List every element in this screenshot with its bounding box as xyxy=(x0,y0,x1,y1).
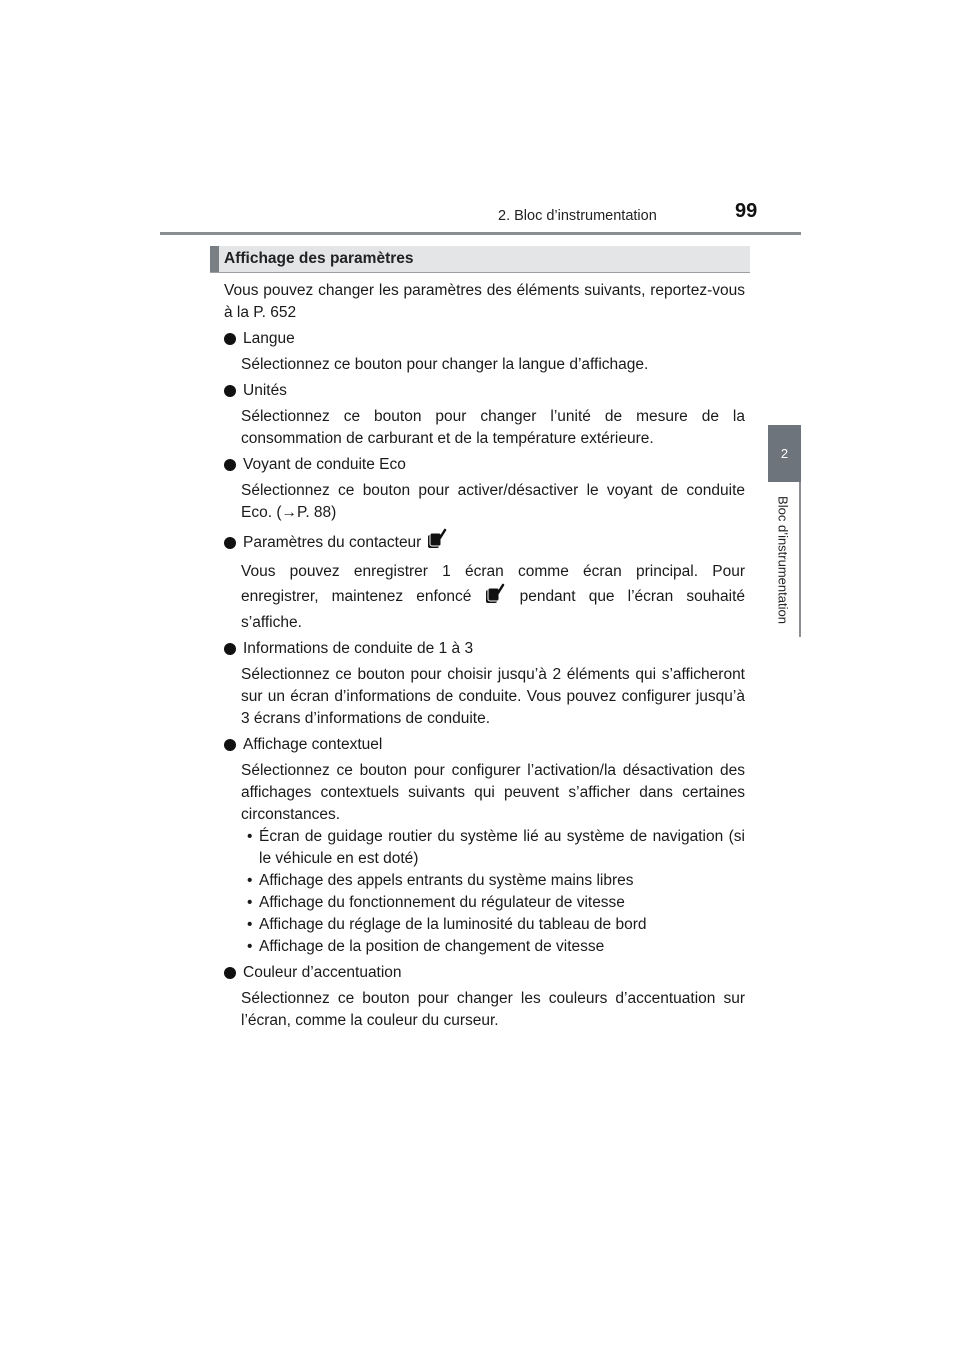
chapter-tab xyxy=(768,425,801,482)
section-title: Affichage des paramètres xyxy=(224,250,414,267)
item-label: Langue xyxy=(243,330,295,347)
sub-item-text: Écran de guidage routier du système lié au système de navigation (si le véhicule en est doté) xyxy=(259,828,745,867)
bullet-dot xyxy=(224,739,236,751)
sub-list-item xyxy=(247,914,745,936)
chapter-header: 2. Bloc d’instrumentation xyxy=(498,208,657,224)
sub-list xyxy=(247,826,745,958)
chapter-tab-number: 2 xyxy=(780,446,789,461)
list-item xyxy=(224,962,745,1032)
item-label: Voyant de conduite Eco xyxy=(243,456,406,473)
sub-list-item xyxy=(247,892,745,914)
item-label: Unités xyxy=(243,382,287,399)
bullet-dot xyxy=(224,967,236,979)
bullet-dot xyxy=(224,537,236,549)
sub-list-item xyxy=(247,936,745,958)
sub-item-text: Affichage de la position de changement de vitesse xyxy=(259,938,605,955)
item-description: Sélectionnez ce bouton pour activer/désactiver le voyant de conduite Eco. (→P. 88) xyxy=(241,482,745,521)
item-description-part: pendant que l’écran souhaité s’affiche. xyxy=(241,588,745,631)
sub-list-item xyxy=(247,870,745,892)
sub-item-text: Affichage des appels entrants du système mains libres xyxy=(259,872,634,889)
sub-bullet: • xyxy=(247,828,253,845)
sub-item-text: Affichage du réglage de la luminosité du tableau de bord xyxy=(259,916,647,933)
sub-bullet: • xyxy=(247,938,253,955)
item-label: Couleur d’accentuation xyxy=(243,964,402,981)
list-item xyxy=(224,734,745,958)
item-description xyxy=(241,561,745,634)
sub-bullet: • xyxy=(247,872,253,889)
section-heading-accent xyxy=(210,246,219,272)
bullet-dot xyxy=(224,459,236,471)
item-description: Sélectionnez ce bouton pour changer l’unité de mesure de la consommation de carburant et de la température extérieure. xyxy=(241,408,745,447)
sub-item-text: Affichage du fonctionnement du régulateur de vitesse xyxy=(259,894,625,911)
list-item xyxy=(224,528,745,634)
sub-bullet: • xyxy=(247,894,253,911)
item-description-part: Vous pouvez enregistrer 1 écran comme écran principal. Pour enregistrer, maintenez enfoncé xyxy=(241,563,745,605)
item-description: Sélectionnez ce bouton pour changer la langue d’affichage. xyxy=(241,356,649,373)
steering-switch-icon xyxy=(426,528,448,557)
list-item xyxy=(224,638,745,730)
bullet-dot xyxy=(224,643,236,655)
chapter-side-bar xyxy=(799,482,801,637)
intro-paragraph: Vous pouvez changer les paramètres des éléments suivants, reportez-vous à la P. 652 xyxy=(224,282,745,321)
section-heading xyxy=(210,246,750,273)
sub-list-item xyxy=(247,826,745,870)
list-item xyxy=(224,454,745,524)
section-body xyxy=(224,280,745,1032)
bullet-dot xyxy=(224,333,236,345)
item-description: Sélectionnez ce bouton pour choisir jusqu’à 2 éléments qui s’afficheront sur un écran d’informations de conduite. Vous pouvez configurer jusqu’à 3 écrans d’informations de conduite. xyxy=(241,666,745,727)
item-label: Paramètres du contacteur xyxy=(243,533,422,551)
list-item xyxy=(224,380,745,450)
item-label: Affichage contextuel xyxy=(243,736,383,753)
header-rule xyxy=(160,232,801,235)
bullet-dot xyxy=(224,385,236,397)
chapter-side-label: Bloc d’instrumentation xyxy=(775,496,791,624)
steering-switch-icon xyxy=(484,583,506,612)
item-description: Sélectionnez ce bouton pour changer les couleurs d’accentuation sur l’écran, comme la couleur du curseur. xyxy=(241,990,745,1029)
page-number: 99 xyxy=(735,200,758,222)
list-item xyxy=(224,328,745,376)
item-label: Informations de conduite de 1 à 3 xyxy=(243,640,474,657)
sub-bullet: • xyxy=(247,916,253,933)
item-description: Sélectionnez ce bouton pour configurer l’activation/la désactivation des affichages contextuels suivants qui peuvent s’afficher dans certaines circonstances. xyxy=(241,762,745,823)
